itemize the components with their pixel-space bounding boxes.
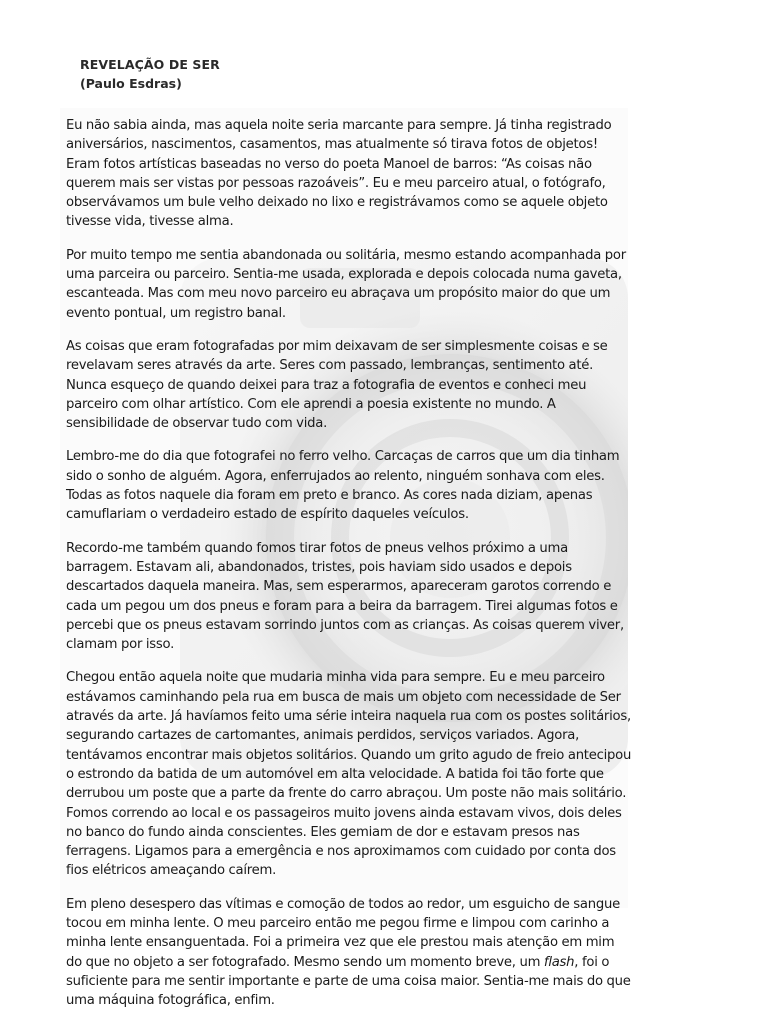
paragraph-7 bbox=[66, 895, 632, 1011]
document-author: (Paulo Esdras) bbox=[80, 76, 182, 91]
paragraph-2: Por muito tempo me sentia abandonada ou solitária, mesmo estando acompanhada por uma parceira ou parceiro. Sentia-me usada, explorada e depois colocada numa gaveta, escanteada. Mas com meu novo parceiro eu abraçava um propósito maior do que um evento pontual, um registro banal. bbox=[66, 247, 626, 321]
paragraph-1: Eu não sabia ainda, mas aquela noite seria marcante para sempre. Já tinha registrado aniversários, nascimentos, casamentos, mas atualmente só tirava fotos de objetos! Eram fotos artísticas baseadas no verso do poeta Manoel de barros: “As coisas não querem mais ser vistas por pessoas razoáveis”. Eu e meu parceiro atual, o fotógrafo, observávamos um bule velho deixado no lixo e registrávamos como se aquele objeto tivesse vida, tivesse alma. bbox=[66, 118, 612, 230]
paragraph-7-emphasis: flash bbox=[543, 954, 575, 970]
paragraph-4: Lembro-me do dia que fotografei no ferro velho. Carcaças de carros que um dia tinham sido o sonho de alguém. Agora, enferrujados ao relento, ninguém sonhava com eles. Todas as fotos naquele dia foram em preto e branco. As cores nada diziam, apenas camuflariam o verdadeiro estado de espírito daqueles veículos. bbox=[66, 449, 620, 523]
paragraph-7-text-before: Em pleno desespero das vítimas e comoção de todos ao redor, um esguicho de sangue tocou em minha lente. O meu parceiro então me pegou firme e limpou com carinho a minha lente ensanguentada. Foi a primeira vez que ele prestou mais atenção em mim do que no objeto a ser fotografado. Mesmo sendo um momento breve, um bbox=[66, 896, 620, 970]
document-body bbox=[66, 116, 632, 1024]
document-title: REVELAÇÃO DE SER bbox=[80, 57, 220, 72]
title-block bbox=[80, 55, 220, 93]
paragraph-3: As coisas que eram fotografadas por mim deixavam de ser simplesmente coisas e se revelavam seres através da arte. Seres com passado, lembranças, sentimento até. Nunca esqueço de quando deixei para traz a fotografia de eventos e conheci meu parceiro com olhar artístico. Com ele aprendi a poesia existente no mundo. A sensibilidade de observar tudo com vida. bbox=[66, 338, 608, 432]
paragraph-7-text-after: , foi o suficiente para me sentir importante e parte de uma coisa maior. Sentia-me mais do que uma máquina fotográfica, enfim. bbox=[66, 954, 631, 1009]
paragraph-6: Chegou então aquela noite que mudaria minha vida para sempre. Eu e meu parceiro estávamos caminhando pela rua em busca de mais um objeto com necessidade de Ser através da arte. Já havíamos feito uma série inteira naquela rua com os postes solitários, segurando cartazes de cartomantes, animais perdidos, serviços variados. Agora, tentávamos encontrar mais objetos solitários. Quando um grito agudo de freio antecipou o estrondo da batida de um automóvel em alta velocidade. A batida foi tão forte que derrubou um poste que a parte da frente do carro abraçou. Um poste não mais solitário. Fomos correndo ao local e os passageiros muito jovens ainda estavam vivos, dois deles no banco do fundo ainda conscientes. Eles gemiam de dor e estavam presos nas ferragens. Ligamos para a emergência e nos aproximamos com cuidado por conta dos fios elétricos ameaçando caírem. bbox=[66, 670, 632, 879]
paragraph-5: Recordo-me também quando fomos tirar fotos de pneus velhos próximo a uma barragem. Estavam ali, abandonados, tristes, pois haviam sido usados e depois descartados daquela maneira. Mas, sem esperarmos, apareceram garotos correndo e cada um pegou um dos pneus e foram para a beira da barragem. Tirei algumas fotos e percebi que os pneus estavam sorrindo juntos com as crianças. As coisas querem viver, clamam por isso. bbox=[66, 540, 624, 653]
